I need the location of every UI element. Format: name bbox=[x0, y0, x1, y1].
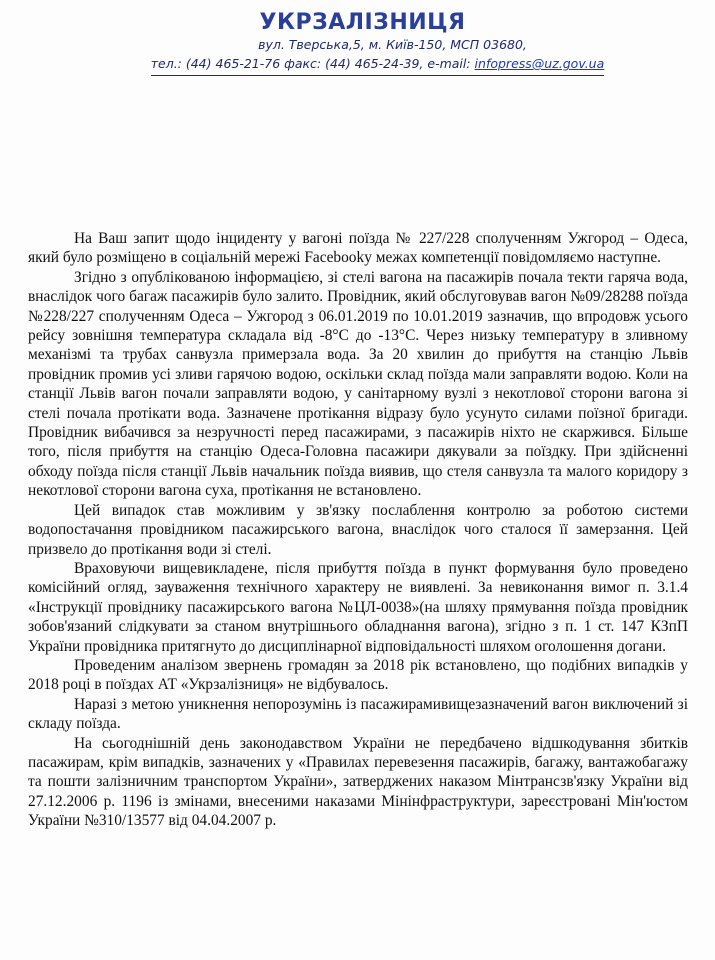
paragraph-compensation: На сьогоднішній день законодавством України не передбачено відшкодування збитків пасажирам, крім випадків, зазначених у «Правилах перевезення пасажирів, багажу, вантажобагажу та пошти залізничним транспортом України», затверджених наказом Мінтрансзв'язку України від 27.12.2006 р. 1196 із змінами, внесеними наказами Мінінфраструктури, зареєстровані Мін'юстом України №310/13577 від 04.04.2007 р. bbox=[28, 734, 688, 830]
organization-contacts bbox=[151, 55, 605, 76]
organization-title: УКРЗАЛІЗНИЦЯ bbox=[259, 10, 466, 35]
letter-body bbox=[28, 229, 688, 831]
phone-fax-text: тел.: (44) 465-21-76 факс: (44) 465-24-39, e-mail: bbox=[150, 56, 475, 71]
letterhead bbox=[0, 10, 715, 76]
paragraph-analysis: Проведеним аналізом звернень громадян за 2018 рік встановлено, що подібних випадків у 2018 році в поїздах АТ «Укрзалізниця» не відбувалось. bbox=[28, 656, 688, 694]
email-link[interactable]: infopress@uz.gov.ua bbox=[474, 56, 605, 71]
organization-address: вул. Тверська,5, м. Київ-150, МСП 03680, bbox=[258, 37, 527, 52]
paragraph-cause: Цей випадок став можливим у зв'язку послаблення контролю за роботою системи водопостачання провідником пасажирського вагона, внаслідок чого сталося її замерзання. Цей призвело до протікання води зі стелі. bbox=[28, 501, 688, 558]
paragraph-incident-details: Згідно з опублікованою інформацією, зі стелі вагона на пасажирів почала текти гаряча вода, внаслідок чого багаж пасажирів було залито. Провідник, який обслуговував вагон №09/28288 поїзда №228/227 сполученням Одеса – Ужгород з 06.01.2019 по 10.01.2019 зазначив, що впродовж усього рейсу зовнішня температура складала від -8°С до -13°С. Через низьку температуру в зливному механізмі та трубах санвузла примерзала вода. За 20 хвилин до прибуття на станцію Львів провідник промив усі зливи гарячою водою, оскільки склад поїзда мали заправляти водою. Коли на станції Львів вагон почали заправляти водою, у санітарному вузлі з некотлової сторони вагона зі стелі почала протікати вода. Зазначене протікання відразу було усунуто силами поїзної бригади. Провідник вибачився за незручності перед пасажирами, з пасажирів ніхто не скаржився. Більше того, після прибуття на станцію Одеса-Головна пасажири дякували за поїздку. При здійсненні обходу поїзда після станції Львів начальник поїзда виявив, що стеля санвузла та малого коридору з некотлової сторони вагона суха, протікання не встановлено. bbox=[28, 268, 688, 500]
paragraph-request: На Ваш запит щодо інциденту у вагоні поїзда № 227/228 сполученням Ужгород – Одеса, який було розміщено в соціальній мережі Facebookу межах компетенції повідомляємо наступне. bbox=[28, 230, 688, 267]
paragraph-measures: Враховуючи вищевикладене, після прибуття поїзда в пункт формування було проведено комісійний огляд, зауваження технічного характеру не виявлені. За невиконання вимог п. 3.1.4 «Інструкції провіднику пасажирського вагона №ЦЛ-0038»(на шляху прямування поїзда провідник зобов'язаний слідкувати за станом внутрішнього обладнання вагона), згідно з п. 1 ст. 147 КЗпП України провідника притягнуто до дисциплінарної відповідальності шляхом оголошення догани. bbox=[28, 559, 688, 655]
paragraph-car-excluded: Наразі з метою уникнення непорозумінь із пасажирамивищезазначений вагон виключений зі складу поїзда. bbox=[28, 695, 688, 733]
